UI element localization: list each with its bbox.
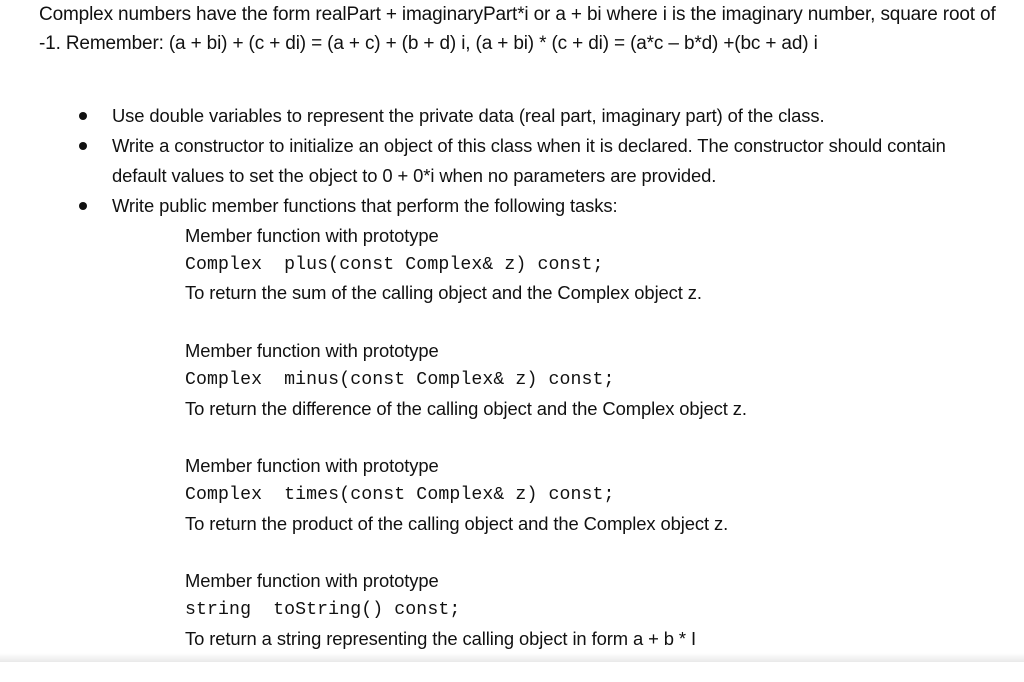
- function-plus: [185, 222, 1005, 308]
- bullet-icon: [79, 142, 87, 150]
- function-prototype: Complex minus(const Complex& z) const;: [185, 369, 615, 390]
- function-description: To return a string representing the calling object in form a + b * I: [185, 627, 696, 649]
- function-description: To return the difference of the calling object and the Complex object z.: [185, 397, 747, 419]
- function-heading: Member function with prototype: [185, 455, 439, 477]
- member-functions: [185, 222, 1005, 682]
- list-item-constructor: [0, 131, 992, 191]
- intro-paragraph: Complex numbers have the form realPart + imaginaryPart*i or a + bi where i is the imaginary number, square root of -1. Remember: (a + bi) + (c + di) = (a + c) + (b + d) i, (a + bi) * (c + di) = (a*c – b*d) +(bc + ad) i: [39, 4, 996, 54]
- function-description: To return the product of the calling object and the Complex object z.: [185, 512, 729, 534]
- function-prototype: Complex times(const Complex& z) const;: [185, 484, 615, 505]
- page-bottom-edge: [0, 653, 1024, 662]
- function-minus: [185, 337, 1005, 423]
- function-heading: Member function with prototype: [185, 340, 439, 362]
- requirements-list: [0, 101, 1024, 221]
- list-item-text: Use double variables to represent the private data (real part, imaginary part) of the class.: [112, 105, 825, 126]
- function-description: To return the sum of the calling object and the Complex object z.: [185, 282, 702, 304]
- function-heading: Member function with prototype: [185, 225, 439, 246]
- list-item-text: Write public member functions that perform the following tasks:: [112, 195, 618, 216]
- bullet-icon: [79, 112, 87, 120]
- function-heading: Member function with prototype: [185, 570, 439, 592]
- function-prototype: Complex plus(const Complex& z) const;: [185, 254, 604, 275]
- bullet-icon: [79, 202, 87, 210]
- function-times: [185, 452, 1005, 538]
- function-tostring: [185, 567, 1005, 653]
- list-item-member-functions: [0, 191, 992, 221]
- list-item-private-data: [0, 101, 992, 131]
- function-prototype: string toString() const;: [185, 600, 461, 621]
- list-item-text: Write a constructor to initialize an object of this class when it is declared. The constructor should contain default values to set the object to 0 + 0*i when no parameters are provided.: [112, 135, 946, 186]
